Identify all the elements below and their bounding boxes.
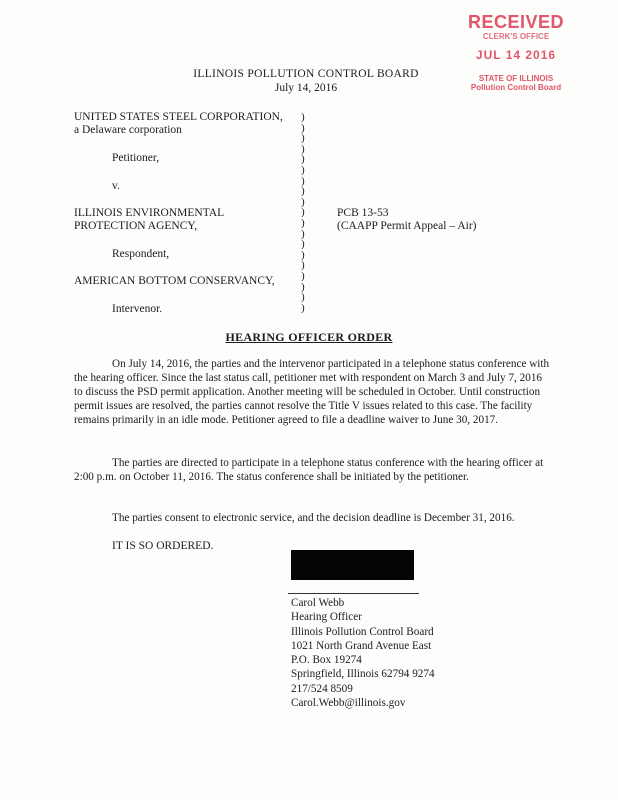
- case-number: PCB 13-53: [337, 207, 389, 219]
- order-title: HEARING OFFICER ORDER: [225, 330, 393, 344]
- signer-city: Springfield, Illinois 62794 9274: [291, 668, 435, 681]
- caption-paren: ): [301, 195, 305, 208]
- redacted-signature: [291, 550, 414, 580]
- caption-paren: ): [301, 132, 305, 145]
- stamp-clerks-office: CLERK'S OFFICE: [482, 32, 550, 41]
- signature-line: [288, 593, 419, 594]
- caption-paren: ): [301, 121, 305, 134]
- caption-paren: ): [301, 174, 305, 187]
- stamp-date: JUL 14 2016: [475, 48, 557, 62]
- received-stamp: [466, 12, 566, 92]
- caption-paren: ): [301, 280, 305, 293]
- caption-paren: ): [301, 163, 305, 176]
- signer-agency: Illinois Pollution Control Board: [291, 625, 434, 638]
- caption-paren: ): [301, 269, 305, 282]
- signature-block: [291, 596, 435, 710]
- stamp-received: RECEIVED: [467, 12, 565, 32]
- case-type: (CAAPP Permit Appeal – Air): [337, 220, 477, 232]
- order-paragraph-3: The parties consent to electronic service, and the decision deadline is December 31, 2016.: [112, 512, 515, 524]
- board-heading: ILLINOIS POLLUTION CONTROL BOARD: [193, 68, 419, 80]
- petitioner-role: Petitioner,: [112, 152, 160, 164]
- caption-paren: ): [301, 227, 305, 240]
- caption-paren: ): [301, 248, 305, 261]
- caption-paren: ): [301, 206, 305, 219]
- order-paragraph-2: The parties are directed to participate in a telephone status conference with the hearing officer at 2:00 p.m. on October 11, 2016. The status conference shall be initiated by the petitioner.: [74, 457, 544, 483]
- stamp-state: STATE OF ILLINOIS: [478, 74, 554, 83]
- caption-paren: ): [301, 301, 305, 314]
- caption-paren: ): [301, 111, 305, 123]
- caption-divider: [301, 112, 311, 313]
- caption-paren: ): [301, 238, 305, 251]
- intervenor-role: Intervenor.: [112, 303, 163, 315]
- order-closing: IT IS SO ORDERED.: [112, 540, 214, 552]
- respondent-name-line2: PROTECTION AGENCY,: [74, 220, 198, 232]
- signer-email: Carol.Webb@illinois.gov: [291, 697, 406, 710]
- petitioner-description: a Delaware corporation: [74, 124, 182, 136]
- versus-label: v.: [112, 180, 120, 192]
- caption-paren: ): [301, 291, 305, 304]
- signer-name: Carol Webb: [291, 597, 345, 609]
- caption-paren: ): [301, 259, 305, 272]
- caption-paren: ): [301, 142, 305, 155]
- petitioner-name: UNITED STATES STEEL CORPORATION,: [74, 111, 283, 123]
- caption-paren: ): [301, 153, 305, 166]
- order-paragraph-1: On July 14, 2016, the parties and the intervenor participated in a telephone status conference with the hearing officer. Since the last status call, petitioner met with respondent on March 3 and July 7, 2016 to discuss the PSD permit application. Another meeting will be scheduled in October. Until construction permit issues are resolved, the parties cannot resolve the Title V issues related to this case. The facility remains primarily in an idle mode. Petitioner agreed to file a deadline waiver to June 30, 2017.: [74, 358, 550, 426]
- caption-paren: ): [301, 216, 305, 229]
- document-date: July 14, 2016: [274, 82, 338, 94]
- signer-street: 1021 North Grand Avenue East: [291, 639, 432, 652]
- caption-paren: ): [301, 185, 305, 198]
- signer-po-box: P.O. Box 19274: [291, 654, 362, 667]
- signer-phone: 217/524 8509: [291, 682, 353, 695]
- respondent-role: Respondent,: [112, 248, 170, 260]
- stamp-board: Pollution Control Board: [470, 83, 562, 92]
- respondent-name-line1: ILLINOIS ENVIRONMENTAL: [74, 207, 225, 219]
- intervenor-name: AMERICAN BOTTOM CONSERVANCY,: [74, 275, 275, 287]
- signer-title: Hearing Officer: [291, 611, 362, 624]
